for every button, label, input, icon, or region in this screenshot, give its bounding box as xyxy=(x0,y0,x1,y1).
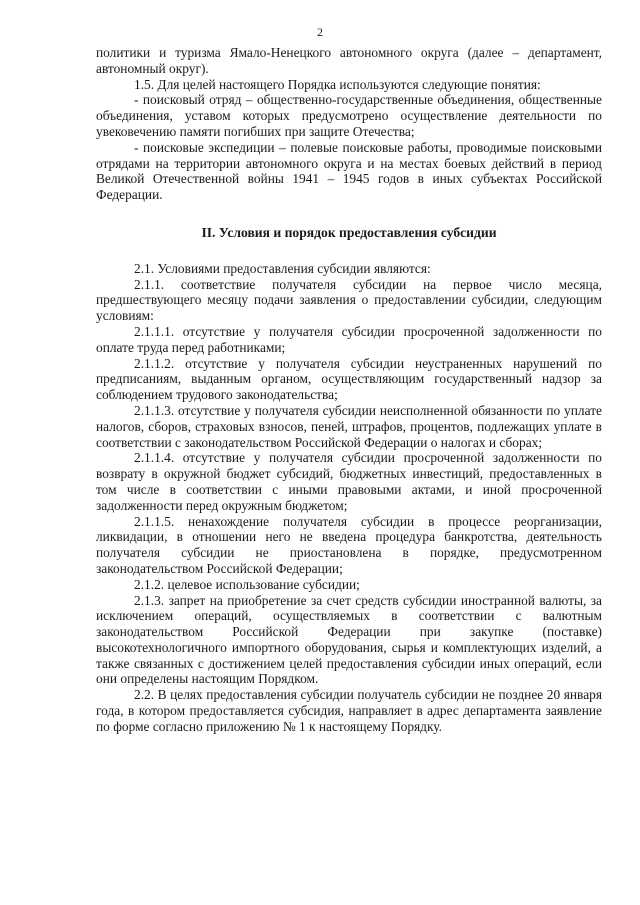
paragraph-continuation: политики и туризма Ямало-Ненецкого автономного округа (далее – департамент, автономный округ). xyxy=(96,45,602,76)
paragraph-2-1-1-4: 2.1.1.4. отсутствие у получателя субсидии просроченной задолженности по возврату в окружной бюджет субсидий, бюджетных инвестиций, предоставленных в том числе в соответствии с иными правовыми актами, и иной просроченной задолженности перед окружным бюджетом; xyxy=(96,450,602,513)
section-heading: II. Условия и порядок предоставления субсидии xyxy=(201,224,497,240)
paragraph-2-1-2: 2.1.2. целевое использование субсидии; xyxy=(134,576,360,592)
paragraph-1-5: 1.5. Для целей настоящего Порядка используются следующие понятия: xyxy=(134,76,541,92)
definition-search-expeditions: - поисковые экспедиции – полевые поисковые работы, проводимые поисковыми отрядами на территории автономного округа и на местах боевых действий в период Великой Отечественной войны 1941 – 1945 годов в иных субъектах Российской Федерации. xyxy=(96,139,602,203)
document-body xyxy=(96,45,602,735)
page-number: 2 xyxy=(317,25,323,39)
paragraph-2-1-1: 2.1.1. соответствие получателя субсидии на первое число месяца, предшествующего месяцу подачи заявления о предоставлении субсидии, следующим условиям: xyxy=(96,276,602,324)
paragraph-2-2: 2.2. В целях предоставления субсидии получатель субсидии не позднее 20 января года, в котором предоставляется субсидия, направляет в адрес департамента заявление по форме согласно приложению № 1 к настоящему Порядку. xyxy=(96,687,602,734)
paragraph-2-1-1-1: 2.1.1.1. отсутствие у получателя субсидии просроченной задолженности по оплате труда перед работниками; xyxy=(96,323,602,355)
paragraph-2-1: 2.1. Условиями предоставления субсидии являются: xyxy=(134,260,431,276)
paragraph-2-1-1-2: 2.1.1.2. отсутствие у получателя субсидии неустраненных нарушений по предписаниям, выданным органом, осуществляющим государственный надзор за соблюдением трудового законодательства; xyxy=(96,355,602,403)
paragraph-2-1-1-3: 2.1.1.3. отсутствие у получателя субсидии неисполненной обязанности по уплате налогов, сборов, страховых взносов, пеней, штрафов, процентов, подлежащих уплате в соответствии с законодательством Российской Федерации о налогах и сборах; xyxy=(96,402,602,450)
definition-search-squad: - поисковый отряд – общественно-государственные объединения, общественные объединения, уставом которых предусмотрено осуществление деятельности по увековечению памяти погибших при защите Отечества; xyxy=(96,92,602,139)
paragraph-2-1-3: 2.1.3. запрет на приобретение за счет средств субсидии иностранной валюты, за исключением операций, осуществляемых в соответствии с валютным законодательством Российской Федерации при закупке (поставке) высокотехнологичного импортного оборудования, сырья и комплектующих изделий, а также связанных с достижением целей предоставления субсидии иных операций, если они определены настоящим Порядком. xyxy=(96,592,602,687)
paragraph-2-1-1-5: 2.1.1.5. ненахождение получателя субсидии в процессе реорганизации, ликвидации, в отношении него не введена процедура банкротства, деятельность получателя субсидии не приостановлена в порядке, предусмотренном законодательством Российской Федерации; xyxy=(96,513,602,576)
